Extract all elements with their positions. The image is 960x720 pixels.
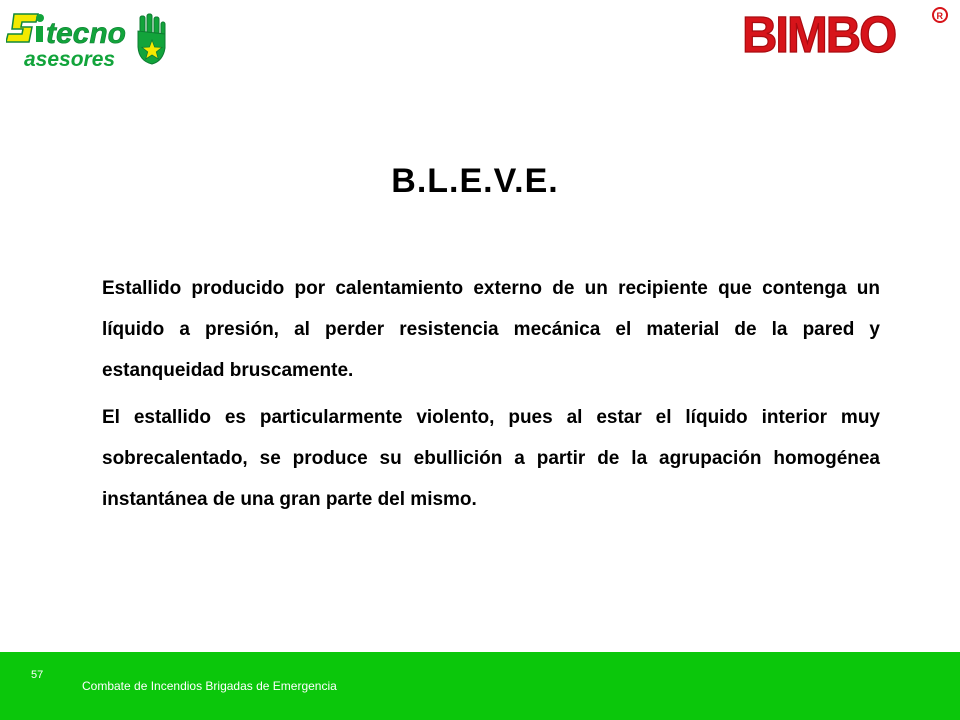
page-number: 57: [31, 669, 44, 681]
paragraph-definition: Estallido producido por calentamiento externo de un recipiente que contenga un líquido a presión, al perder resistencia mecánica el material de la pared y estanqueidad bruscamente.: [102, 278, 880, 381]
paragraph-explanation: El estallido es particularmente violento, pues al estar el líquido interior muy sobrecalentado, se produce su ebullición a partir de la agrupación homogénea instantánea de una gran parte del mismo.: [102, 407, 880, 510]
footer-caption: Combate de Incendios Brigadas de Emergencia: [82, 679, 337, 693]
slide-content: [102, 268, 880, 526]
bimbo-logo: [738, 4, 950, 60]
svg-text:BIMBO: BIMBO: [742, 5, 896, 60]
svg-text:R: R: [936, 11, 943, 21]
slide-title: B.L.E.V.E.: [391, 162, 559, 200]
footer-bar: [0, 652, 960, 720]
svg-text:asesores: asesores: [24, 48, 116, 71]
sitecno-asesores-logo: [6, 8, 166, 72]
svg-text:tecno: tecno: [46, 17, 127, 50]
